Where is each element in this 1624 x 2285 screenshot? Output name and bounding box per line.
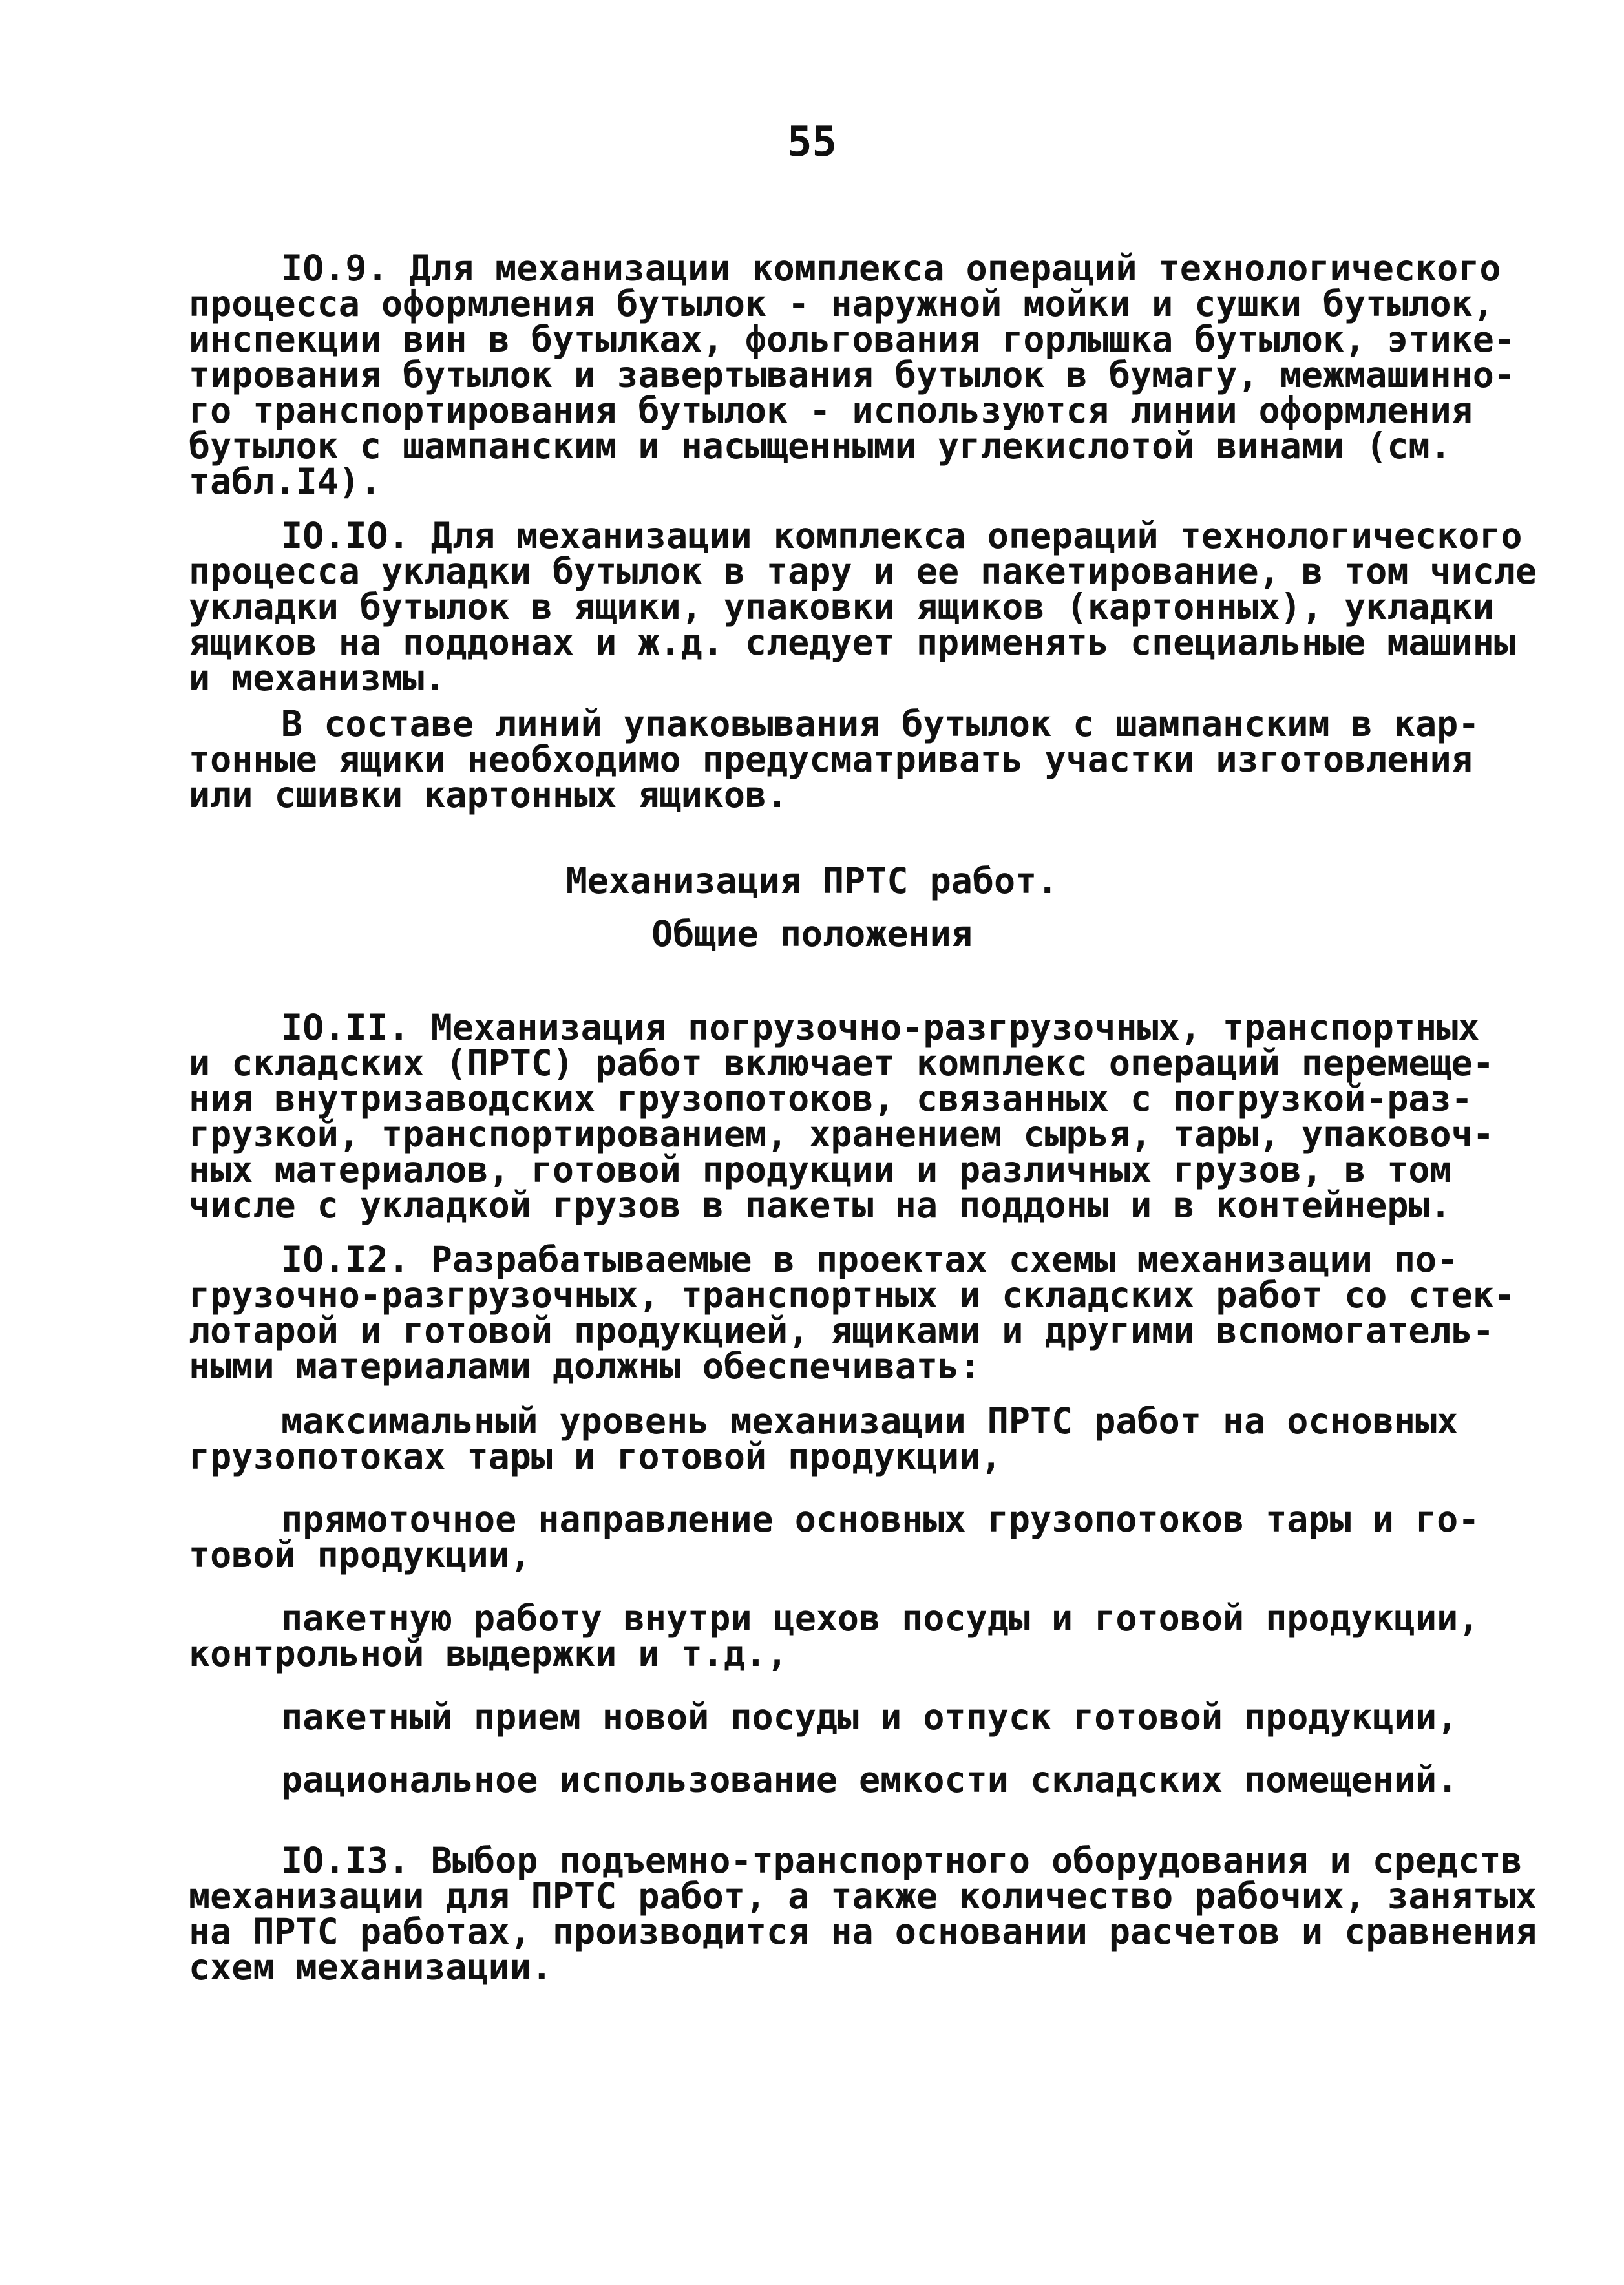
text-line: числе с укладкой грузов в пакеты на поддоны и в контейнеры. (189, 1185, 1451, 1226)
text-line: бутылок с шампанским и насыщенными углекислотой винами (см. (189, 425, 1451, 467)
text-line: лотарой и готовой продукцией, ящиками и другими вспомогатель- (189, 1310, 1494, 1351)
text-line: на ПРТС работах, производится на основании расчетов и сравнения (189, 1911, 1537, 1952)
text-line: В составе линий упаковывания бутылок с шампанским в кар- (281, 703, 1480, 744)
text-line: тирования бутылок и завертывания бутылок в бумагу, межмашинно- (189, 354, 1515, 395)
text-line: ными материалами должны обеспечивать: (189, 1345, 981, 1387)
text-line: механизации для ПРТС работ, а также количество рабочих, занятых (189, 1875, 1537, 1917)
list-item: товой продукции, (189, 1534, 531, 1575)
text-line: процесса укладки бутылок в тару и ее пакетирование, в том числе (189, 551, 1537, 592)
heading-subtitle: Общие положения (651, 913, 973, 954)
text-line: го транспортирования бутылок - используются линии оформления (189, 390, 1473, 431)
text-line: грузкой, транспортированием, хранением сырья, тары, упаковоч- (189, 1113, 1494, 1155)
list-item: контрольной выдержки и т.д., (189, 1633, 788, 1674)
list-item: прямоточное направление основных грузопотоков тары и го- (281, 1499, 1480, 1540)
list-item: максимальный уровень механизации ПРТС работ на основных (281, 1400, 1459, 1442)
text-line: схем механизации. (189, 1946, 553, 1988)
list-item: пакетную работу внутри цехов посуды и готовой продукции, (281, 1597, 1480, 1639)
list-item: грузопотоках тары и готовой продукции, (189, 1436, 1002, 1477)
text-line: инспекции вин в бутылках, фольгования горлышка бутылок, этике- (189, 319, 1515, 360)
text-line: процесса оформления бутылок - наружной мойки и сушки бутылок, (189, 283, 1494, 324)
text-line: табл.I4). (189, 461, 382, 502)
text-line: ящиков на поддонах и ж.д. следует применять специальные машины (189, 622, 1515, 663)
list-item: пакетный прием новой посуды и отпуск готовой продукции, (281, 1696, 1459, 1738)
text-line: IO.II. Механизация погрузочно-разгрузочных, транспортных (281, 1007, 1480, 1048)
text-line: ния внутризаводских грузопотоков, связанных с погрузкой-раз- (189, 1078, 1473, 1119)
page-number: 55 (786, 118, 838, 166)
text-line: IO.9. Для механизации комплекса операций технологического (281, 247, 1501, 289)
text-line: и складских (ПРТС) работ включает комплекс операций перемеще- (189, 1042, 1494, 1084)
list-item: рациональное использование емкости складских помещений. (281, 1759, 1459, 1800)
text-line: IO.I3. Выбор подъемно-транспортного оборудования и средств (281, 1840, 1523, 1881)
text-line: укладки бутылок в ящики, упаковки ящиков (картонных), укладки (189, 586, 1494, 627)
text-line: грузочно-разгрузочных, транспортных и складских работ со стек- (189, 1274, 1515, 1316)
text-line: и механизмы. (189, 657, 446, 699)
text-line: IO.I2. Разрабатываемые в проектах схемы механизации по- (281, 1239, 1459, 1280)
text-line: тонные ящики необходимо предусматривать участки изготовления (189, 739, 1473, 780)
heading-title: Механизация ПРТС работ. (565, 860, 1059, 901)
text-line: IO.IO. Для механизации комплекса операций технологического (281, 515, 1523, 556)
text-line: или сшивки картонных ящиков. (189, 774, 788, 816)
text-line: ных материалов, готовой продукции и различных грузов, в том (189, 1149, 1451, 1190)
